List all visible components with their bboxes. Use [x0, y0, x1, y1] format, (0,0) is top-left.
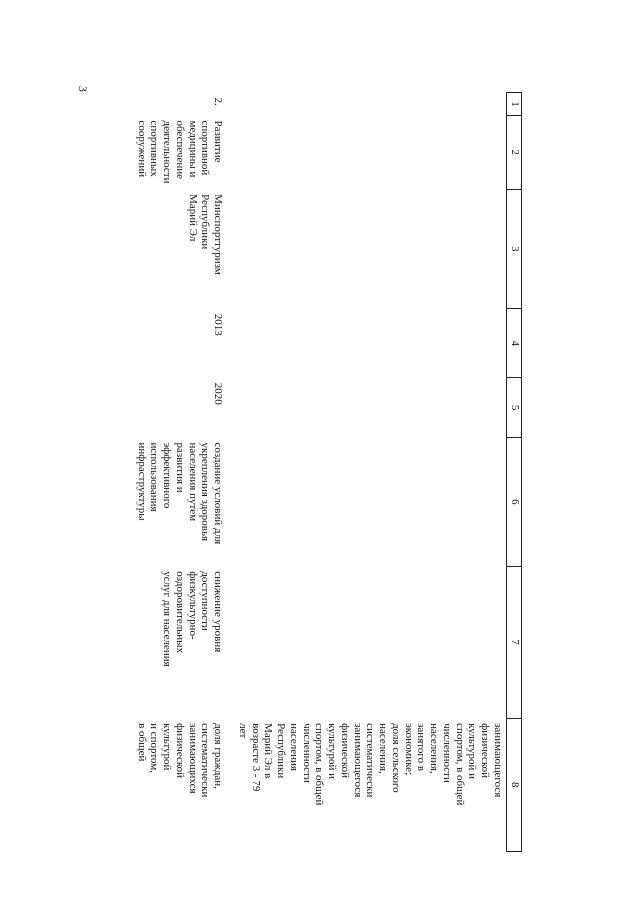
empty-cell — [234, 93, 506, 116]
expected-result: создание условий для укрепления здоровья населения путем развития и эффективного использования инфраструктуры — [135, 442, 225, 545]
consequence-of-nonrealization: снижение уровня доступности физкультурно- оздоровительных услуг для населения — [161, 571, 225, 667]
empty-cell — [234, 189, 506, 309]
empty-cell — [234, 437, 506, 566]
col-header-5: 5 — [507, 378, 522, 438]
col-header-3: 3 — [507, 189, 522, 309]
row-number: 2. — [212, 97, 225, 106]
empty-cell — [234, 378, 506, 438]
spacer-row — [226, 93, 234, 852]
start-year: 2013 — [212, 313, 225, 336]
col-header-7: 7 — [507, 566, 522, 718]
empty-cell — [234, 116, 506, 190]
page-number: 3 — [76, 86, 90, 92]
empty-cell — [234, 309, 506, 378]
end-year: 2020 — [212, 382, 225, 405]
spacer-cell — [226, 93, 234, 852]
indicators-continued: занимающегося физической культурой и спортом, в общей численности населения, занятого в экономике; доля сельского населения, систематически занимающегося физической культурой и спортом, в общей численности населения Республики Марий Эл в возрасте 3 - 79 лет — [237, 723, 504, 806]
empty-cell — [234, 566, 506, 718]
continuation-row — [234, 93, 506, 852]
table-row — [133, 93, 226, 852]
rotated-sheet — [122, 92, 522, 852]
related-indicators: доля граждан, систематически занимающихся физической культурой и спортом, в общей — [135, 723, 225, 798]
responsible-executor: Минспорттуризм Республики Марий Эл — [186, 194, 225, 275]
col-header-2: 2 — [507, 116, 522, 190]
col-header-6: 6 — [507, 437, 522, 566]
measure-name: Развитие спортивной медицины и обеспечение деятельности спортивных сооружений — [135, 120, 225, 184]
col-header-4: 4 — [507, 309, 522, 378]
col-header-8: 8 — [507, 718, 522, 851]
column-numbers-row — [507, 93, 522, 852]
program-table — [133, 92, 522, 852]
col-header-1: 1 — [507, 93, 522, 116]
